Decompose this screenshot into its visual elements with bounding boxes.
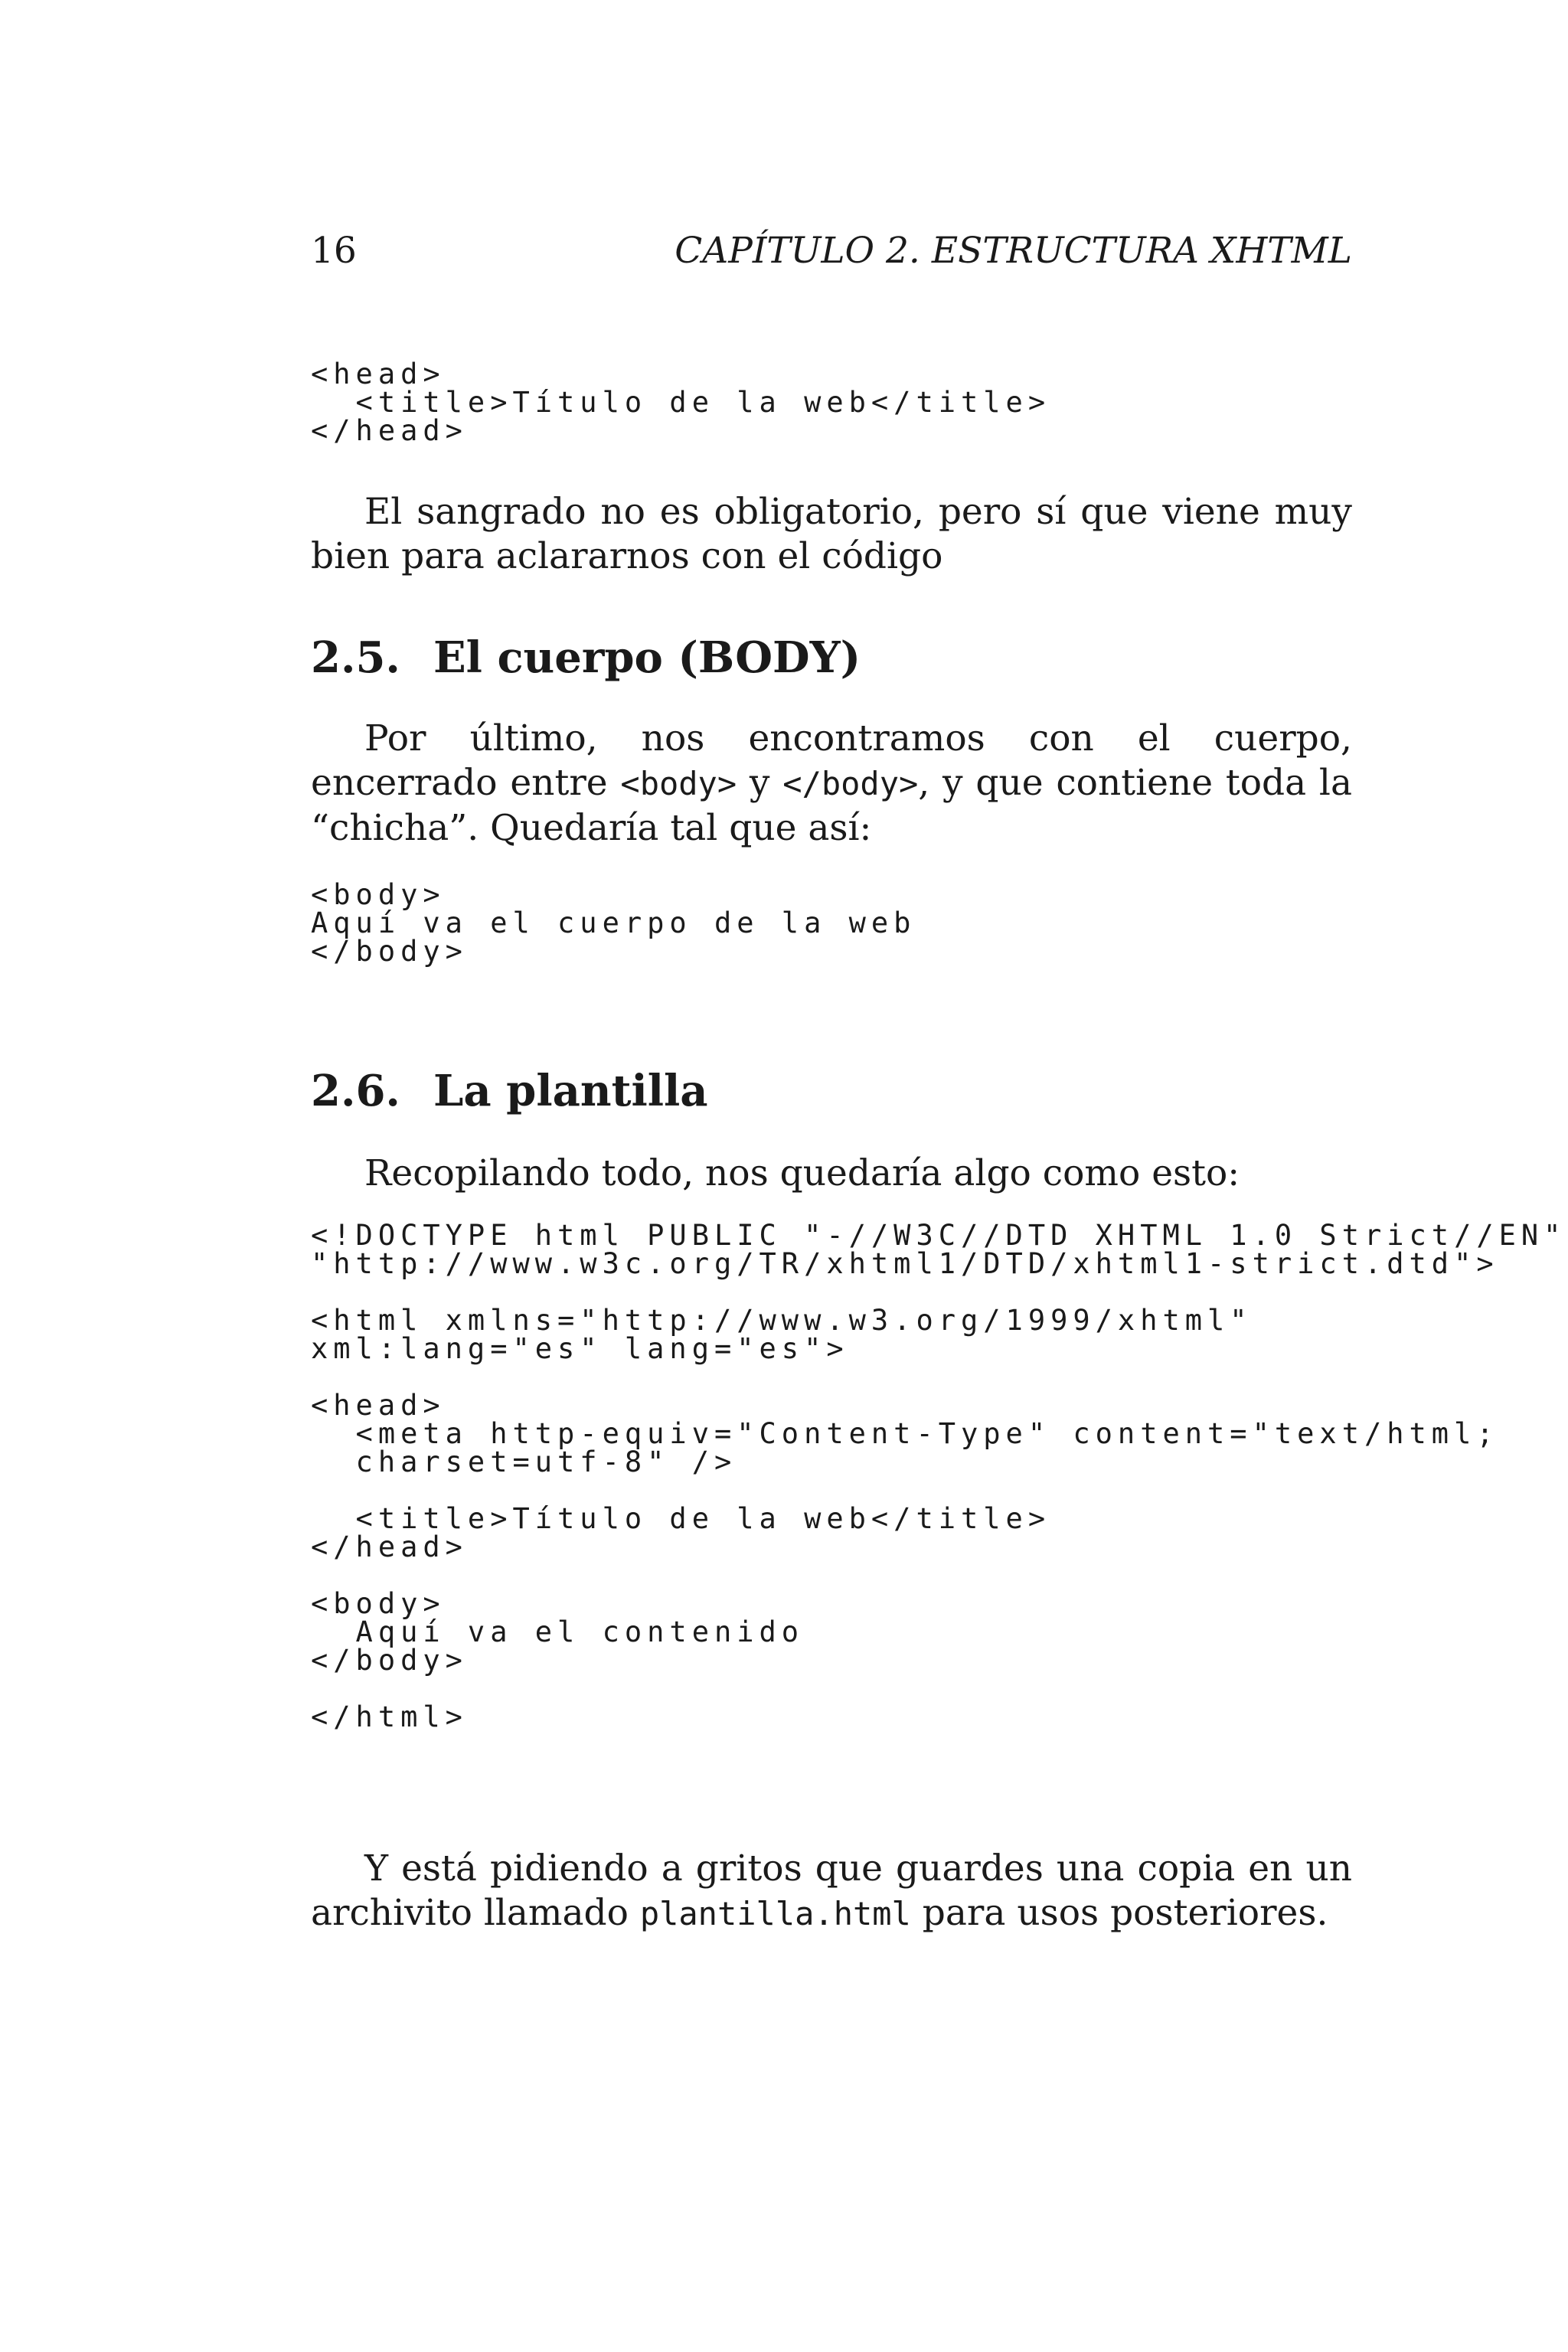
- code-line: <html xmlns="http://www.w3.org/1999/xhtml": [311, 1304, 1253, 1337]
- code-line: [311, 1559, 1566, 1587]
- section-number: 2.5.: [311, 632, 400, 683]
- code-block-head: [311, 354, 1051, 447]
- code-line: charset=utf-8" />: [311, 1446, 737, 1478]
- paragraph-template-intro: Recopilando todo, nos quedaría algo como esto:: [364, 1152, 1240, 1194]
- inline-code: </body>: [782, 765, 919, 802]
- inline-code: plantilla.html: [639, 1895, 911, 1932]
- code-line: <meta http-equiv="Content-Type" content="text/html;: [311, 1417, 1499, 1450]
- inline-code: <body>: [620, 765, 737, 802]
- code-line: <title>Título de la web</title>: [311, 386, 1051, 419]
- section-title: La plantilla: [433, 1066, 708, 1116]
- paragraph-closing: [311, 1847, 1352, 1936]
- text-run: Por último, nos encontramos con el cuerpo, encerrado entre: [311, 717, 1352, 804]
- code-line: xml:lang="es" lang="es">: [311, 1332, 849, 1365]
- code-line: [311, 1672, 1566, 1700]
- section-title: El cuerpo (BODY): [433, 632, 861, 683]
- code-line: </body>: [311, 1644, 468, 1677]
- section-heading-body: [311, 632, 861, 683]
- running-header: [311, 230, 1352, 276]
- code-block-body: [311, 874, 916, 968]
- text-run: Y está pidiendo a gritos que guardes una copia en un archivito llamado: [311, 1847, 1352, 1934]
- code-line: </body>: [311, 935, 468, 968]
- code-line: Aquí va el contenido: [311, 1615, 805, 1648]
- code-line: Aquí va el cuerpo de la web: [311, 906, 916, 939]
- code-line: <head>: [311, 358, 446, 390]
- text-run: y: [737, 762, 783, 804]
- code-line: </html>: [311, 1700, 468, 1733]
- code-line: <!DOCTYPE html PUBLIC "-//W3C//DTD XHTML 1.0 Strict//EN": [311, 1219, 1566, 1252]
- chapter-title: CAPÍTULO 2. ESTRUCTURA XHTML: [675, 230, 1352, 272]
- code-line: </head>: [311, 1530, 468, 1563]
- code-line: <head>: [311, 1389, 446, 1422]
- code-line: </head>: [311, 414, 468, 447]
- paragraph-indentation: El sangrado no es obligatorio, pero sí que viene muy bien para aclararnos con el código: [311, 491, 1352, 577]
- section-heading-template: [311, 1066, 708, 1116]
- code-line: <title>Título de la web</title>: [311, 1502, 1051, 1535]
- code-line: "http://www.w3c.org/TR/xhtml1/DTD/xhtml1-strict.dtd">: [311, 1247, 1499, 1280]
- text-run: , y que contiene toda la “chicha”. Quedaría tal que así:: [311, 762, 1352, 849]
- text-run: para usos posteriores.: [910, 1892, 1328, 1934]
- paragraph-body-intro: [311, 717, 1352, 851]
- code-line: <body>: [311, 1587, 446, 1620]
- code-block-template: [311, 1219, 1566, 1733]
- code-line: <body>: [311, 878, 446, 911]
- page-number: 16: [311, 230, 357, 272]
- section-number: 2.6.: [311, 1066, 400, 1116]
